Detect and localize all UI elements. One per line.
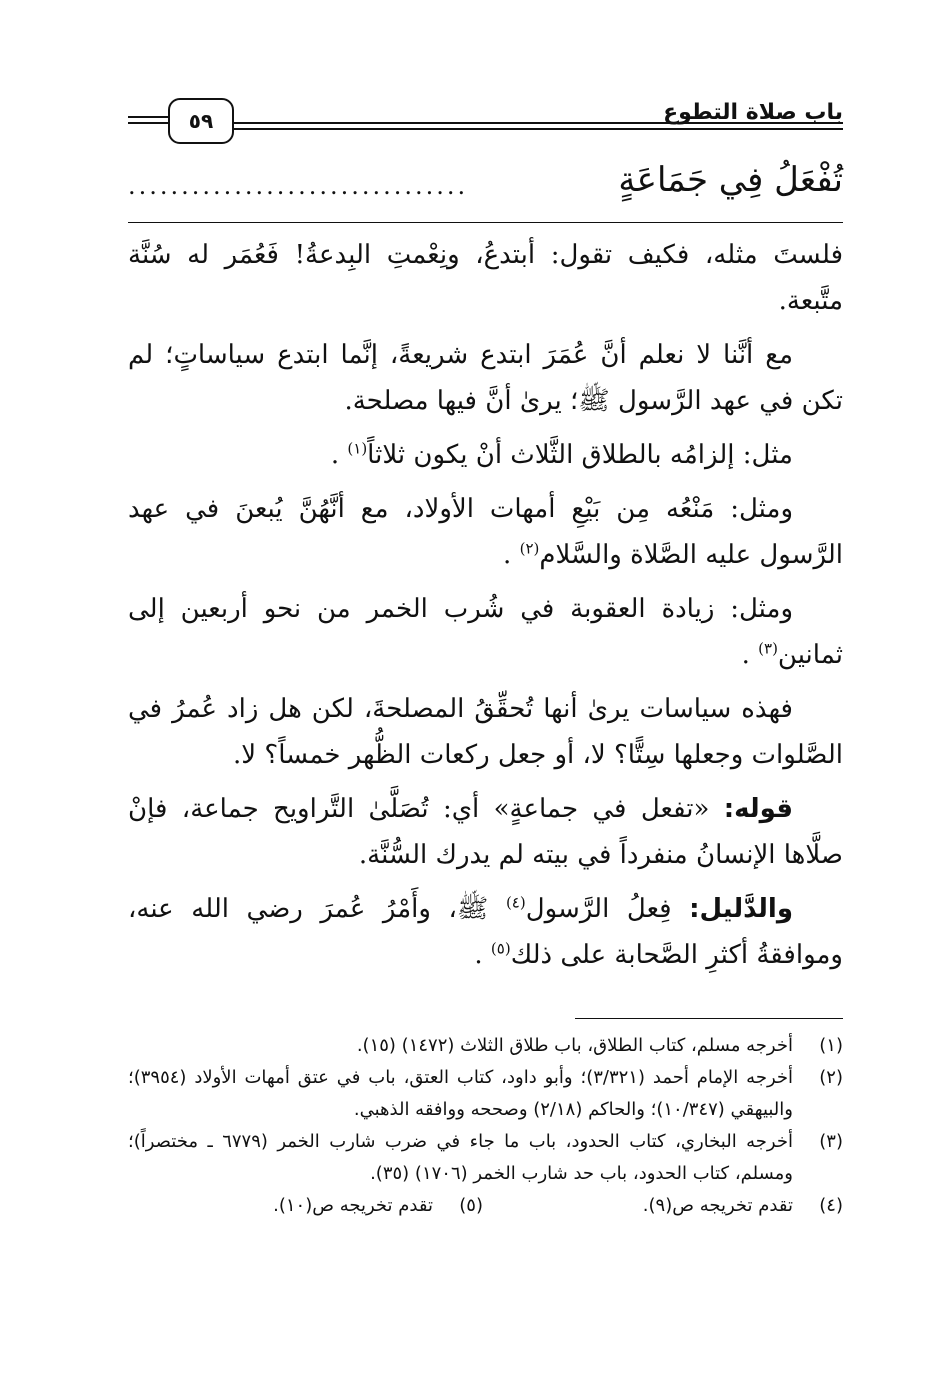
footnotes (128, 1030, 843, 1222)
footnote-2 (128, 1062, 843, 1126)
paragraph-5-text: ومثل: زيادة العقوبة في شُرب الخمر من نحو أربعين إلى ثمانين (128, 594, 843, 670)
section-rule (128, 222, 843, 223)
footnote-number: (١) (819, 1035, 843, 1056)
page-number (168, 98, 234, 144)
footnote-text: أخرجه البخاري، كتاب الحدود، باب ما جاء في ضرب شارب الخمر (٦٧٧٩ ـ مختصراً)؛ ومسلم، كتاب الحدود، باب حد شارب الخمر (١٧٠٦) (٣٥). (128, 1131, 793, 1184)
paragraph-4 (128, 486, 843, 578)
paragraph-6: فهذه سياسات يرىٰ أنها تُحقِّقُ المصلحةَ، لكن هل زاد عُمرُ في الصَّلوات وجعلها سِتًّا؟ لا، أو جعل ركعات الظُّهر خمساً؟ لا. (128, 694, 843, 770)
footnote-number: (٤) (819, 1195, 843, 1216)
footnote-text: تقدم تخريجه ص(١٠). (273, 1195, 433, 1216)
paragraph-7-text: «تفعل في جماعةٍ» أي: تُصَلَّىٰ التَّراويح جماعة، فإنْ صلَّاها الإنسانُ منفرداً في بيته لم يدرك السُّنَّة. (128, 794, 843, 870)
header-rule-top (128, 116, 168, 118)
footnote-text: تقدم تخريجه ص(٩). (642, 1195, 793, 1216)
paragraph-3-end: . (330, 440, 348, 470)
paragraph-8 (128, 886, 843, 978)
paragraph-3-text: مثل: إلزامُه بالطلاق الثَّلاث أنْ يكون ثلاثاً (367, 440, 793, 470)
page-number-text: ٥٩ (188, 109, 214, 133)
paragraph-8-text-b: ﷺ، وأَمْرُ عُمرَ رضي الله عنه، وموافقةُ أكثرِ الصَّحابة على ذلك (128, 894, 843, 970)
footnote-ref-3[interactable]: (٣) (758, 639, 778, 658)
section-heading: تُفْعَلُ فِي جَمَاعَةٍ (618, 160, 843, 200)
paragraph-4-end: . (503, 540, 520, 570)
footnote-rule (575, 1018, 843, 1019)
footnote-ref-5[interactable]: (٥) (490, 939, 511, 958)
footnote-number: (٥) (459, 1195, 483, 1216)
footnote-text: أخرجه الإمام أحمد (٣/٣٢١)؛ وأبو داود، كتاب العتق، باب في عتق أمهات الأولاد (٣٩٥٤)؛ والبيهقي (١٠/٣٤٧)؛ والحاكم (٢/١٨) وصححه ووافقه الذهبي. (128, 1067, 794, 1120)
paragraph-1: فلستَ مثله، فكيف تقول: أبتدعُ، ونِعْمتِ البِدعةُ! فَعُمَر له سُنَّة متَّبعة. (128, 240, 843, 316)
paragraph-4-text: ومثل: مَنْعُه مِن بَيْعِ أمهات الأولاد، مع أنَّهُنَّ يُبعنَ في عهد الرَّسول عليه الصَّلاة والسَّلام (128, 494, 843, 570)
footnote-4 (483, 1190, 843, 1222)
paragraph-5-end: . (741, 640, 759, 670)
footnote-ref-1[interactable]: (١) (347, 439, 368, 458)
section-dots: ................................ (128, 172, 469, 200)
footnote-text: أخرجه مسلم، كتاب الطلاق، باب طلاق الثلاث (١٤٧٢) (١٥). (356, 1035, 793, 1056)
footnote-1 (128, 1030, 843, 1062)
footnote-3 (128, 1126, 843, 1190)
header-rule-right-bottom (232, 128, 843, 130)
footnote-number: (٣) (819, 1131, 843, 1152)
footnote-number: (٢) (819, 1067, 843, 1088)
paragraph-2: مع أنَّنا لا نعلم أنَّ عُمَرَ ابتدع شريعةً، إنَّما ابتدع سياساتٍ؛ لم تكن في عهد الرَّسول ﷺ؛ يرىٰ أنَّ فيها مصلحة. (128, 340, 843, 416)
paragraph-8-text-a: فِعلُ الرَّسول (525, 894, 690, 924)
paragraph-8-end: . (474, 940, 491, 970)
footnote-5 (273, 1190, 483, 1222)
section-heading-line (128, 160, 843, 220)
paragraph-5 (128, 586, 843, 678)
footnotes-4-5-row (128, 1190, 843, 1222)
page-header (128, 92, 843, 152)
paragraph-7-lead: قوله: (723, 794, 793, 824)
footnote-ref-2[interactable]: (٢) (519, 539, 540, 558)
footnote-ref-4[interactable]: (٤) (505, 893, 526, 912)
body-text (128, 232, 843, 986)
header-rule-bottom (128, 122, 168, 124)
paragraph-8-lead: والدَّليل: (689, 894, 793, 924)
paragraph-7 (128, 786, 843, 878)
running-title: باب صلاة التطوع (663, 100, 843, 125)
paragraph-3 (128, 432, 843, 478)
